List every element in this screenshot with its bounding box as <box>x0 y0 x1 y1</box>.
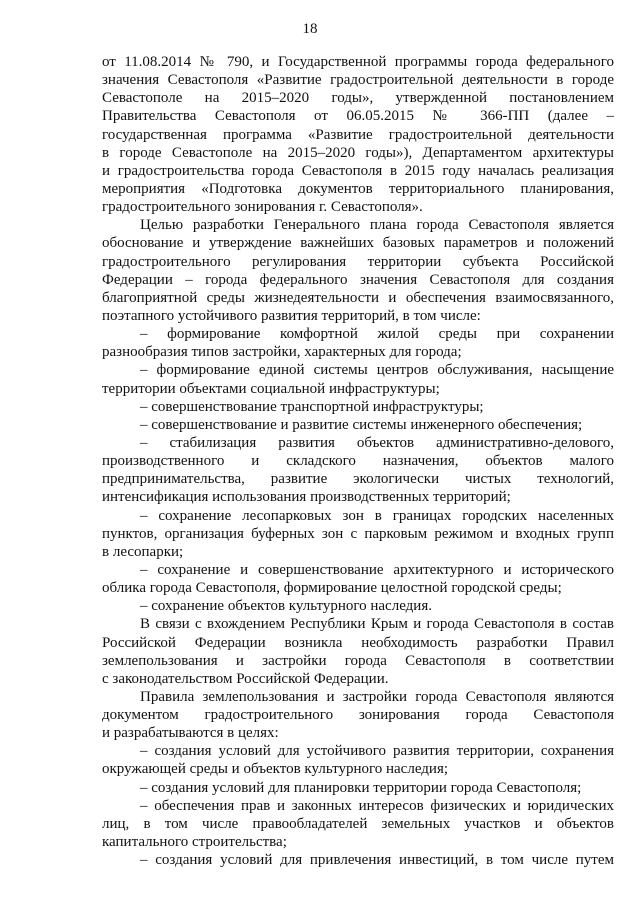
text-line: капитального строительства; <box>102 834 287 851</box>
paragraph <box>102 779 614 797</box>
text-line: документом градостроительного зонирования города Севастополя <box>102 707 614 724</box>
text-line: Целью разработки Генерального плана города Севастополя является <box>140 217 614 234</box>
text-line: и градостроительства города Севастополя в 2015 году началась реализация <box>102 162 614 179</box>
paragraph <box>102 325 614 361</box>
text-line: обоснование и утверждение важнейших базовых параметров и положений <box>102 235 614 252</box>
paragraph <box>102 53 614 216</box>
paragraph <box>102 688 614 742</box>
text-line: производственного и складского назначения, объектов малого <box>102 453 614 470</box>
text-line: благоприятной среды жизнедеятельности и обеспечения взаимосвязанного, <box>102 289 614 306</box>
text-line: Правила землепользования и застройки города Севастополя являются <box>140 688 614 705</box>
text-line: от 11.08.2014 № 790, и Государственной программы города федерального <box>102 54 614 70</box>
text-line: – совершенствование транспортной инфраструктуры; <box>140 398 484 415</box>
text-line: – создания условий для устойчивого развития территории, сохранения <box>140 743 614 760</box>
paragraph <box>102 398 614 416</box>
paragraph <box>102 416 614 434</box>
paragraph <box>102 216 614 325</box>
text-line: государственная программа «Развитие градостроительной деятельности <box>102 126 614 143</box>
paragraph <box>102 507 614 561</box>
paragraph <box>102 561 614 597</box>
page-number: 18 <box>302 21 318 37</box>
text-line: и разрабатываются в целях: <box>102 725 279 742</box>
paragraph <box>102 597 614 615</box>
text-line: – формирование комфортной жилой среды при сохранении <box>140 326 614 343</box>
text-line: с законодательством Российской Федерации. <box>102 670 389 687</box>
text-line: в лесопарки; <box>102 543 184 560</box>
text-line: В связи с вхождением Республики Крым и города Севастополя в состав <box>140 616 614 633</box>
text-line: – обеспечения прав и законных интересов физических и юридических <box>140 797 614 814</box>
text-line: Правительства Севастополя от 06.05.2015 № 366-ПП (далее – <box>102 108 614 125</box>
text-line: – сохранение и совершенствование архитектурного и исторического <box>140 561 614 578</box>
text-line: землепользования и застройки города Севастополя в соответствии <box>102 652 614 669</box>
text-line: разнообразия типов застройки, характерных для города; <box>102 344 462 361</box>
paragraph <box>102 434 614 507</box>
paragraph <box>102 361 614 397</box>
text-line: пунктов, организация буферных зон с парковым режимом и входных групп <box>102 525 614 542</box>
paragraph <box>102 615 614 688</box>
paragraph <box>102 742 614 778</box>
text-line: значения Севастополя «Развитие градостроительной деятельности в городе <box>102 72 614 89</box>
text-line: лиц, в том числе правообладателей земельных участков и объектов <box>102 815 614 832</box>
text-line: Севастополе на 2015–2020 годы», утвержденной постановлением <box>102 90 614 107</box>
text-line: – сохранение лесопарковых зон в границах городских населенных <box>140 507 614 524</box>
text-line: – формирование единой системы центров обслуживания, насыщение <box>140 362 614 379</box>
text-line: в городе Севастополе на 2015–2020 годы»), Департаментом архитектуры <box>102 144 614 161</box>
text-line: территории объектами социальной инфраструктуры; <box>102 380 440 397</box>
document-body <box>102 53 614 869</box>
text-line: Федерации – города федерального значения Севастополя для создания <box>102 271 614 288</box>
text-line: – создания условий для привлечения инвестиций, в том числе путем <box>140 852 614 869</box>
paragraph <box>102 851 614 869</box>
text-line: – сохранение объектов культурного наследия. <box>140 598 432 615</box>
text-line: Российской Федерации возникла необходимость разработки Правил <box>102 634 614 651</box>
text-line: градостроительного регулирования территории субъекта Российской <box>102 253 614 270</box>
text-line: поэтапного устойчивого развития территорий, в том числе: <box>102 307 481 324</box>
text-line: окружающей среды и объектов культурного наследия; <box>102 761 449 778</box>
text-line: предпринимательства, развитие экологически чистых технологий, <box>102 471 614 488</box>
text-line: мероприятия «Подготовка документов территориального планирования, <box>102 180 614 197</box>
text-line: облика города Севастополя, формирование целостной городской среды; <box>102 580 562 597</box>
text-line: – совершенствование и развитие системы инженерного обеспечения; <box>140 416 583 433</box>
paragraph <box>102 797 614 851</box>
text-line: интенсификация использования производственных территорий; <box>102 489 511 506</box>
text-line: – создания условий для планировки территории города Севастополя; <box>140 779 582 796</box>
text-line: – стабилизация развития объектов административно-делового, <box>140 434 614 451</box>
text-line: градостроительного зонирования г. Севастополя». <box>102 199 423 216</box>
